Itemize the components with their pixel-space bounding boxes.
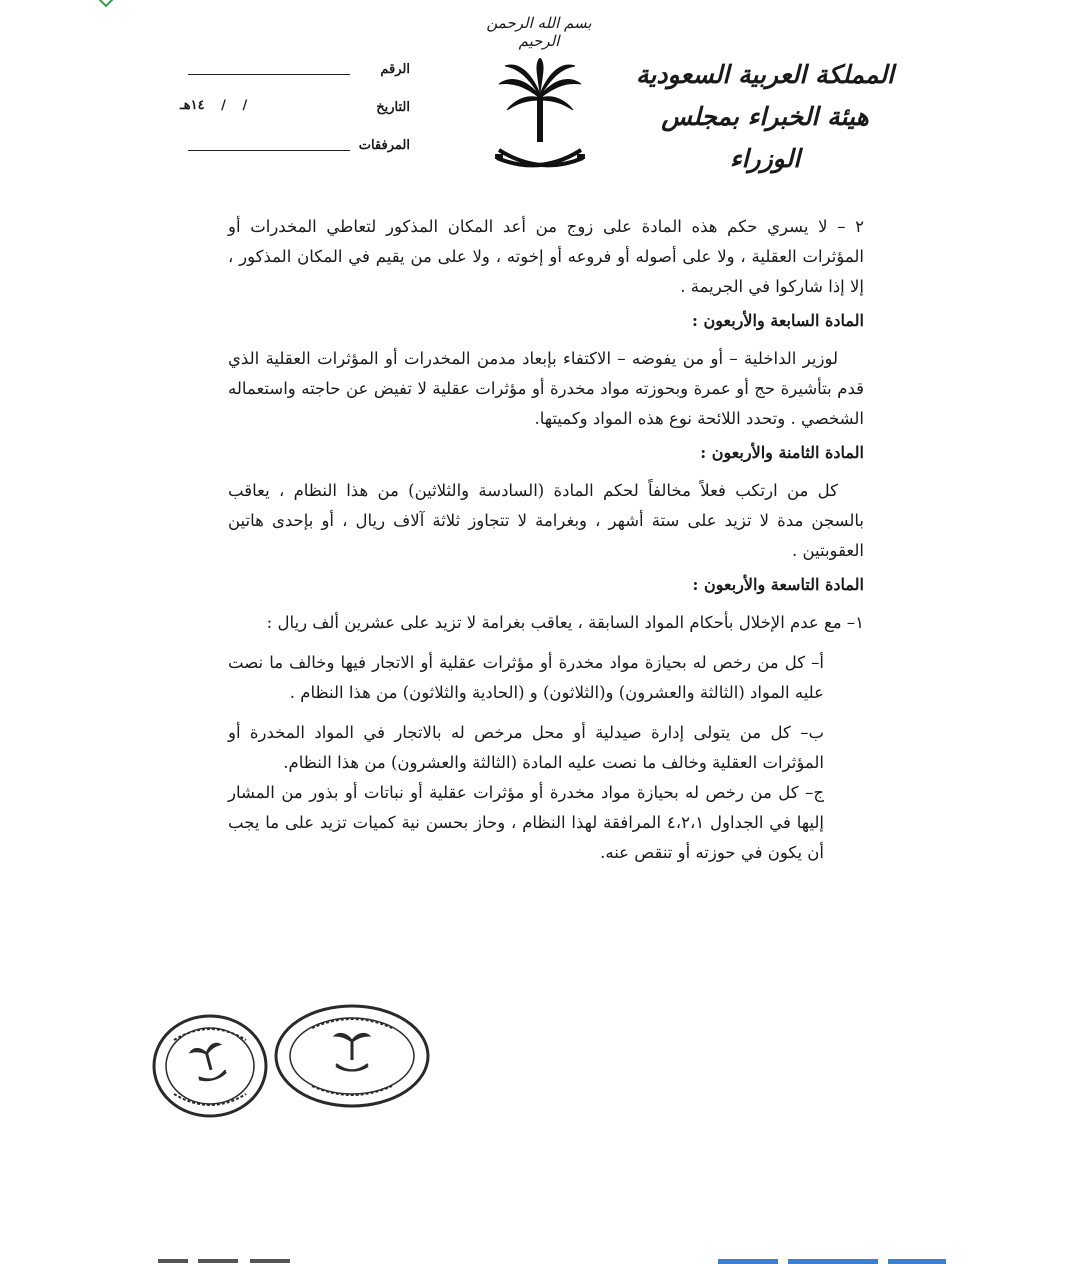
paragraph-article-48: كل من ارتكب فعلاً مخالفاً لحكم المادة (السادسة والثلاثين) من هذا النظام ، يعاقب بالسجن مدة لا تزيد على ستة أشهر ، وبغرامة لا تتجاوز ثلاثة آلاف ريال ، أو بإحدى هاتين العقوبتين .: [228, 481, 864, 560]
official-seal-left: [150, 1012, 270, 1120]
ref-date-value: ١٤هـ / /: [180, 98, 248, 113]
saudi-emblem-icon: [485, 58, 595, 176]
paragraph-article-47: لوزير الداخلية – أو من يفوضه – الاكتفاء بإبعاد مدمن المخدرات أو المؤثرات العقلية الذي قدم بتأشيرة حج أو عمرة وبحوزته مواد مخدرة أو مؤثرات عقلية لا تفيض عن حاجته واستعماله الشخصي . وتحدد اللائحة نوع هذه المواد وكميتها.: [228, 349, 864, 428]
footer-mark-left: [158, 1256, 298, 1264]
ref-attachments-label: المرفقات: [358, 138, 410, 153]
authority-name: هيئة الخبراء بمجلس الوزراء: [661, 102, 869, 173]
paragraph-article-46-clause-2: ٢ – لا يسري حكم هذه المادة على زوج من أعد المكان المذكور لتعاطي المخدرات أو المؤثرات العقلية ، ولا على أصوله أو فروعه أو إخوته ، ولا على من يقيم في المكان المذكور ، إلا إذا شاركوا في الجريمة .: [228, 217, 864, 296]
document-body: [228, 212, 864, 868]
country-name: المملكة العربية السعودية: [635, 60, 895, 89]
heading-article-49: المادة التاسعة والأربعون :: [692, 575, 864, 594]
heading-article-48: المادة الثامنة والأربعون :: [700, 443, 864, 462]
official-seal-center: [272, 1002, 432, 1110]
heading-article-47: المادة السابعة والأربعون :: [692, 311, 864, 330]
paragraph-article-49-clause-1: ١– مع عدم الإخلال بأحكام المواد السابقة ، يعاقب بغرامة لا تزيد على عشرين ألف ريال :: [266, 613, 864, 632]
ref-date-row: [180, 96, 410, 134]
ref-number-label: الرقم: [380, 62, 410, 77]
item-b: ب– كل من يتولى إدارة صيدلية أو محل مرخص له بالاتجار في المواد المخدرة أو المؤثرات العقلية وخالف ما نصت عليه المادة (الثالثة والعشرون) من هذا النظام.: [228, 723, 824, 772]
bismillah: بسم الله الرحمن الرحيم: [486, 14, 592, 50]
item-a: أ– كل من رخص له بحيازة مواد مخدرة أو مؤثرات عقلية أو الاتجار فيها وخالف ما نصت عليه المواد (الثالثة والعشرون) و(الثلاثون) و (الحادية والثلاثون) من هذا النظام .: [228, 653, 824, 702]
organization-header: [630, 54, 900, 180]
item-c: ج– كل من رخص له بحيازة مواد مخدرة أو مؤثرات عقلية أو نباتات أو بذور من المشار إليها في الجداول ٤،٢،١ المرافقة لهذا النظام ، وحاز بحسن نية كميات تزيد على ما يجب أن يكون في حوزته أو تنقص عنه.: [228, 783, 824, 862]
ref-number-row: [180, 58, 410, 96]
ref-attachments-line: [188, 150, 350, 151]
ref-number-line: [188, 74, 350, 75]
corner-mark: [96, 0, 116, 8]
ref-attachments-row: [180, 134, 410, 172]
ref-date-label: التاريخ: [376, 100, 410, 115]
reference-block: [180, 58, 410, 172]
footer-mark-right: [718, 1256, 948, 1264]
